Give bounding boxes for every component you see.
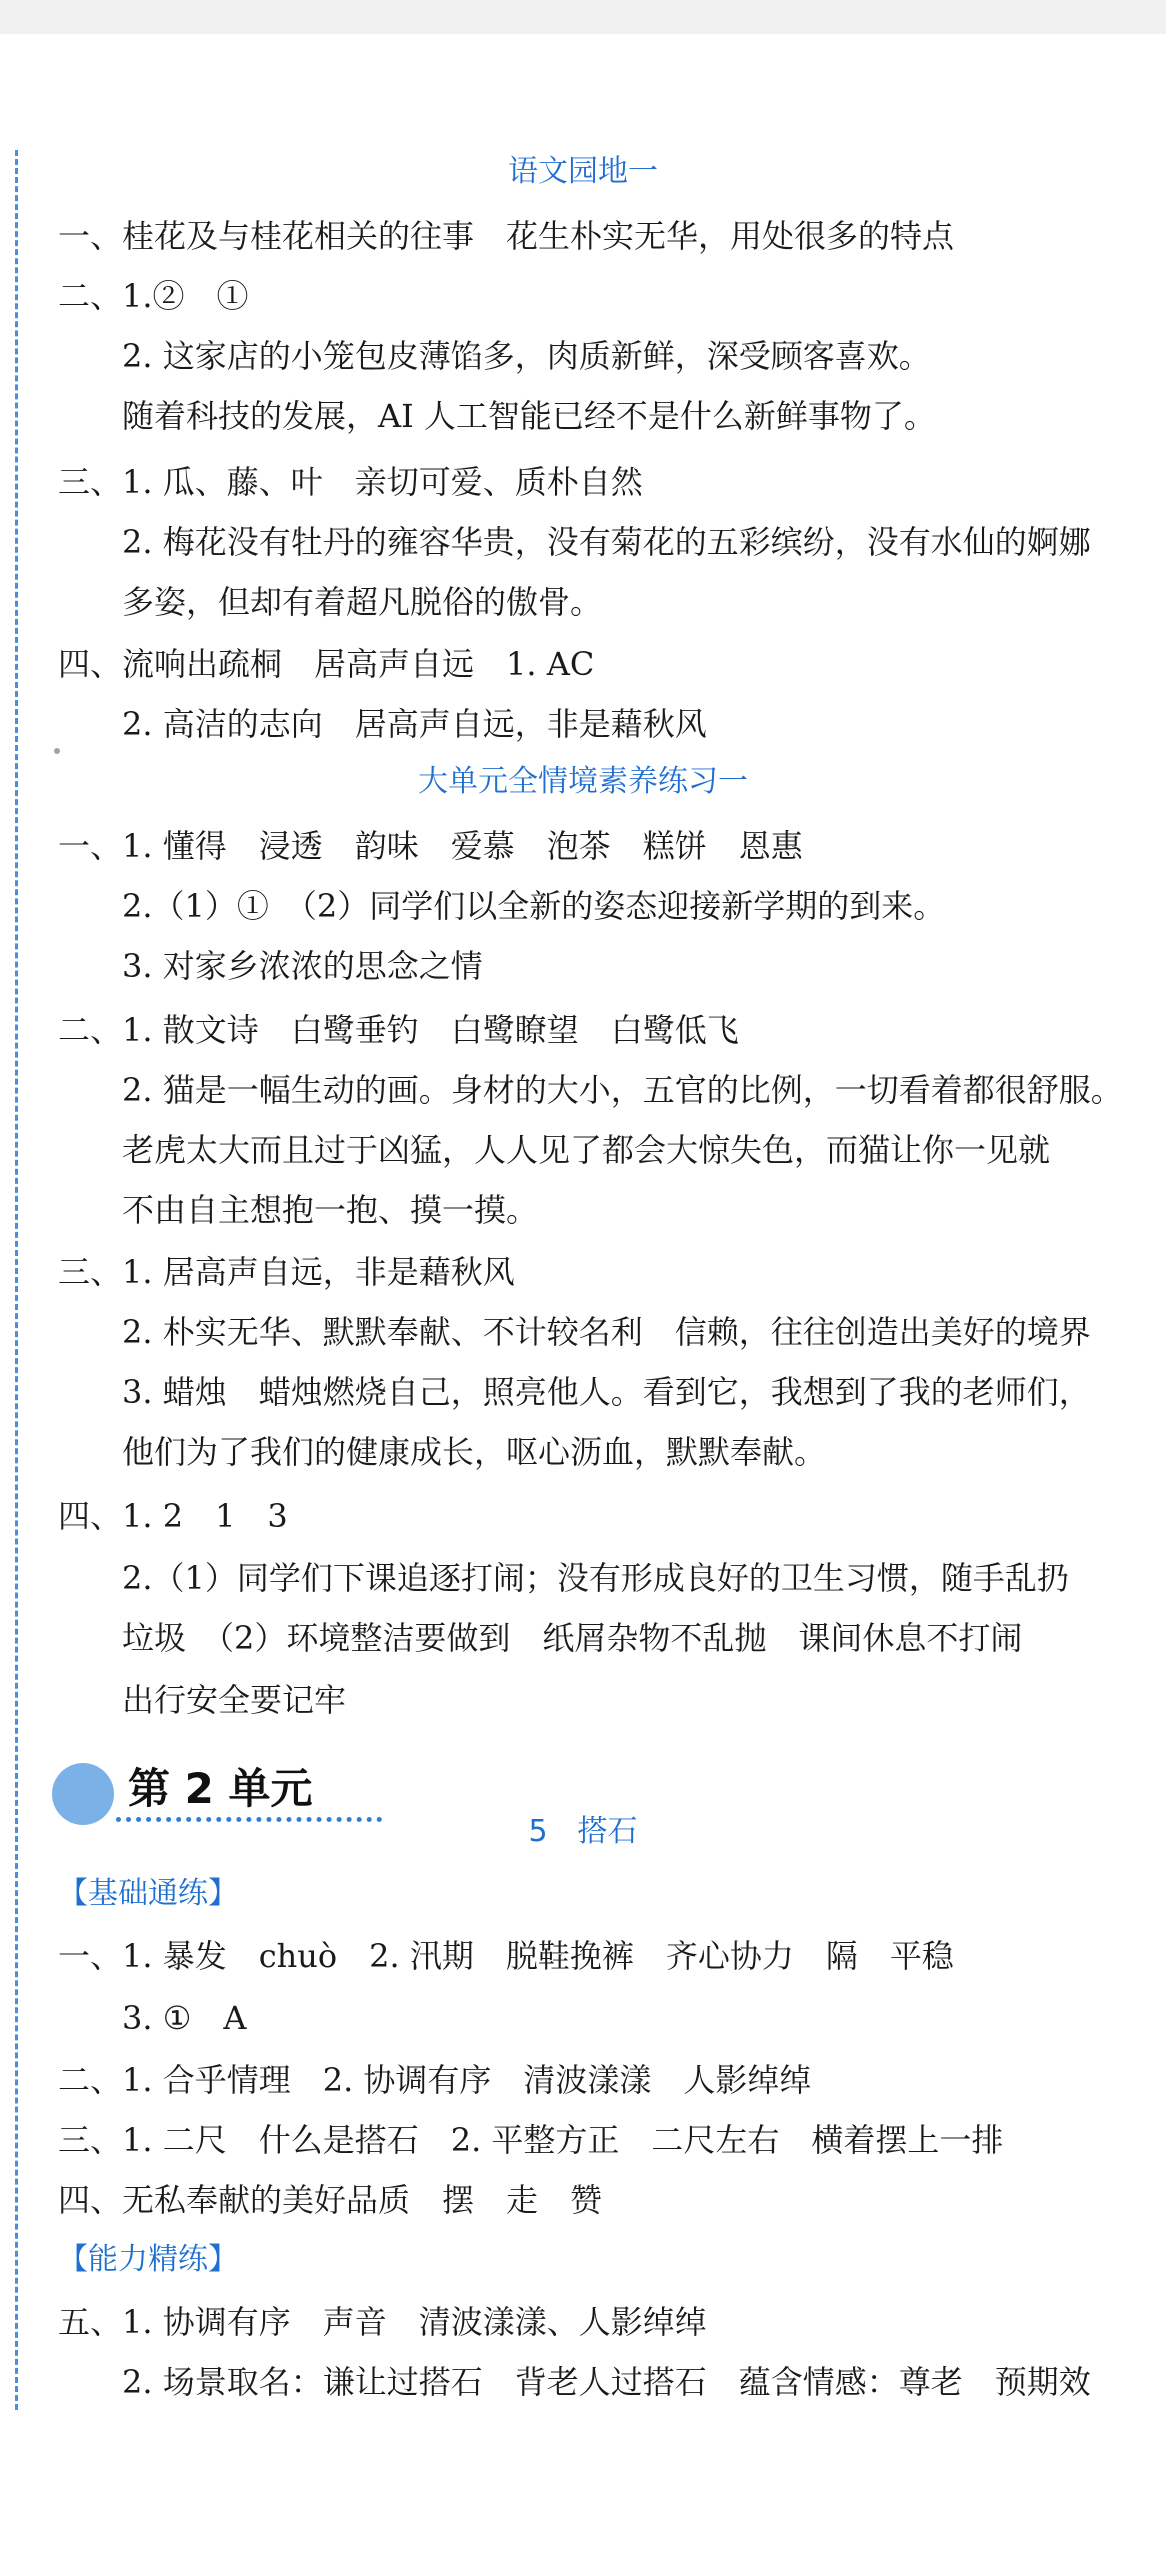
answer-line: 五、1. 协调有序 声音 清波漾漾、人影绰绰: [58, 2303, 707, 2341]
answer-line: 二、1.② ①: [58, 277, 249, 315]
lesson-title: 5 搭石: [528, 1814, 638, 1849]
answer-line: 2.（1）① （2）同学们以全新的姿态迎接新学期的到来。: [122, 887, 946, 925]
answer-line: 三、1. 居高声自远，非是藉秋风: [58, 1253, 515, 1291]
answer-line: 2. 高洁的志向 居高声自远，非是藉秋风: [122, 705, 707, 743]
answer-line: 3. 对家乡浓浓的思念之情: [122, 947, 483, 985]
section-title-unit-practice: 大单元全情境素养练习一: [418, 764, 748, 799]
answer-line: 2. 场景取名：谦让过搭石 背老人过搭石 蕴含情感：尊老 预期效: [122, 2363, 1091, 2401]
answer-line: 老虎太大而且过于凶猛，人人见了都会大惊失色，而猫让你一见就: [122, 1131, 1051, 1169]
answer-line: 垃圾 （2）环境整洁要做到 纸屑杂物不乱抛 课间休息不打闹: [122, 1619, 1023, 1657]
answer-line: 一、桂花及与桂花相关的往事 花生朴实无华，用处很多的特点: [58, 217, 955, 255]
answer-line: 二、1. 散文诗 白鹭垂钓 白鹭瞭望 白鹭低飞: [58, 1011, 739, 1049]
answer-line: 2.（1）同学们下课追逐打闹；没有形成良好的卫生习惯，随手乱扔: [122, 1559, 1069, 1597]
answer-line: 2. 这家店的小笼包皮薄馅多，肉质新鲜，深受顾客喜欢。: [122, 337, 931, 375]
unit-title: 第 2 单元: [128, 1764, 313, 1813]
section-title-yuwen-yuandi: 语文园地一: [508, 154, 658, 189]
answer-line: 二、1. 合乎情理 2. 协调有序 清波漾漾 人影绰绰: [58, 2061, 812, 2099]
answer-line: 随着科技的发展，AI 人工智能已经不是什么新鲜事物了。: [122, 397, 936, 435]
answer-line: 2. 朴实无华、默默奉献、不计较名利 信赖，往往创造出美好的境界: [122, 1313, 1091, 1351]
answer-line: 三、1. 二尺 什么是搭石 2. 平整方正 二尺左右 横着摆上一排: [58, 2121, 1004, 2159]
answer-line: 他们为了我们的健康成长，呕心沥血，默默奉献。: [122, 1433, 827, 1471]
answer-line: 一、1. 懂得 浸透 韵味 爱慕 泡茶 糕饼 恩惠: [58, 827, 803, 865]
binding-dashed-line: [15, 150, 18, 2410]
scan-speck: [54, 748, 60, 754]
answer-line: 四、流响出疏桐 居高声自远 1. AC: [58, 645, 595, 683]
answer-line: 2. 猫是一幅生动的画。身材的大小，五官的比例，一切看着都很舒服。: [122, 1071, 1123, 1109]
answer-line: 四、1. 2 1 3: [58, 1497, 288, 1535]
answer-line: 不由自主想抱一抱、摸一摸。: [122, 1191, 539, 1229]
answer-line: 一、1. 暴发 chuò 2. 汛期 脱鞋挽裤 齐心协力 隔 平稳: [58, 1937, 954, 1975]
answer-line: 2. 梅花没有牡丹的雍容华贵，没有菊花的五彩缤纷，没有水仙的婀娜: [122, 523, 1091, 561]
ability-practice-label: 【能力精练】: [58, 2242, 238, 2277]
answer-line: 四、无私奉献的美好品质 摆 走 赞: [58, 2181, 603, 2219]
answer-line: 3. ① A: [122, 1999, 247, 2037]
answer-line: 出行安全要记牢: [122, 1681, 347, 1719]
basic-practice-label: 【基础通练】: [58, 1876, 238, 1911]
answer-line: 多姿，但却有着超凡脱俗的傲骨。: [122, 583, 603, 621]
answer-line: 三、1. 瓜、藤、叶 亲切可爱、质朴自然: [58, 463, 643, 501]
answer-line: 3. 蜡烛 蜡烛燃烧自己，照亮他人。看到它，我想到了我的老师们，: [122, 1373, 1091, 1411]
top-margin-band: [0, 0, 1166, 34]
